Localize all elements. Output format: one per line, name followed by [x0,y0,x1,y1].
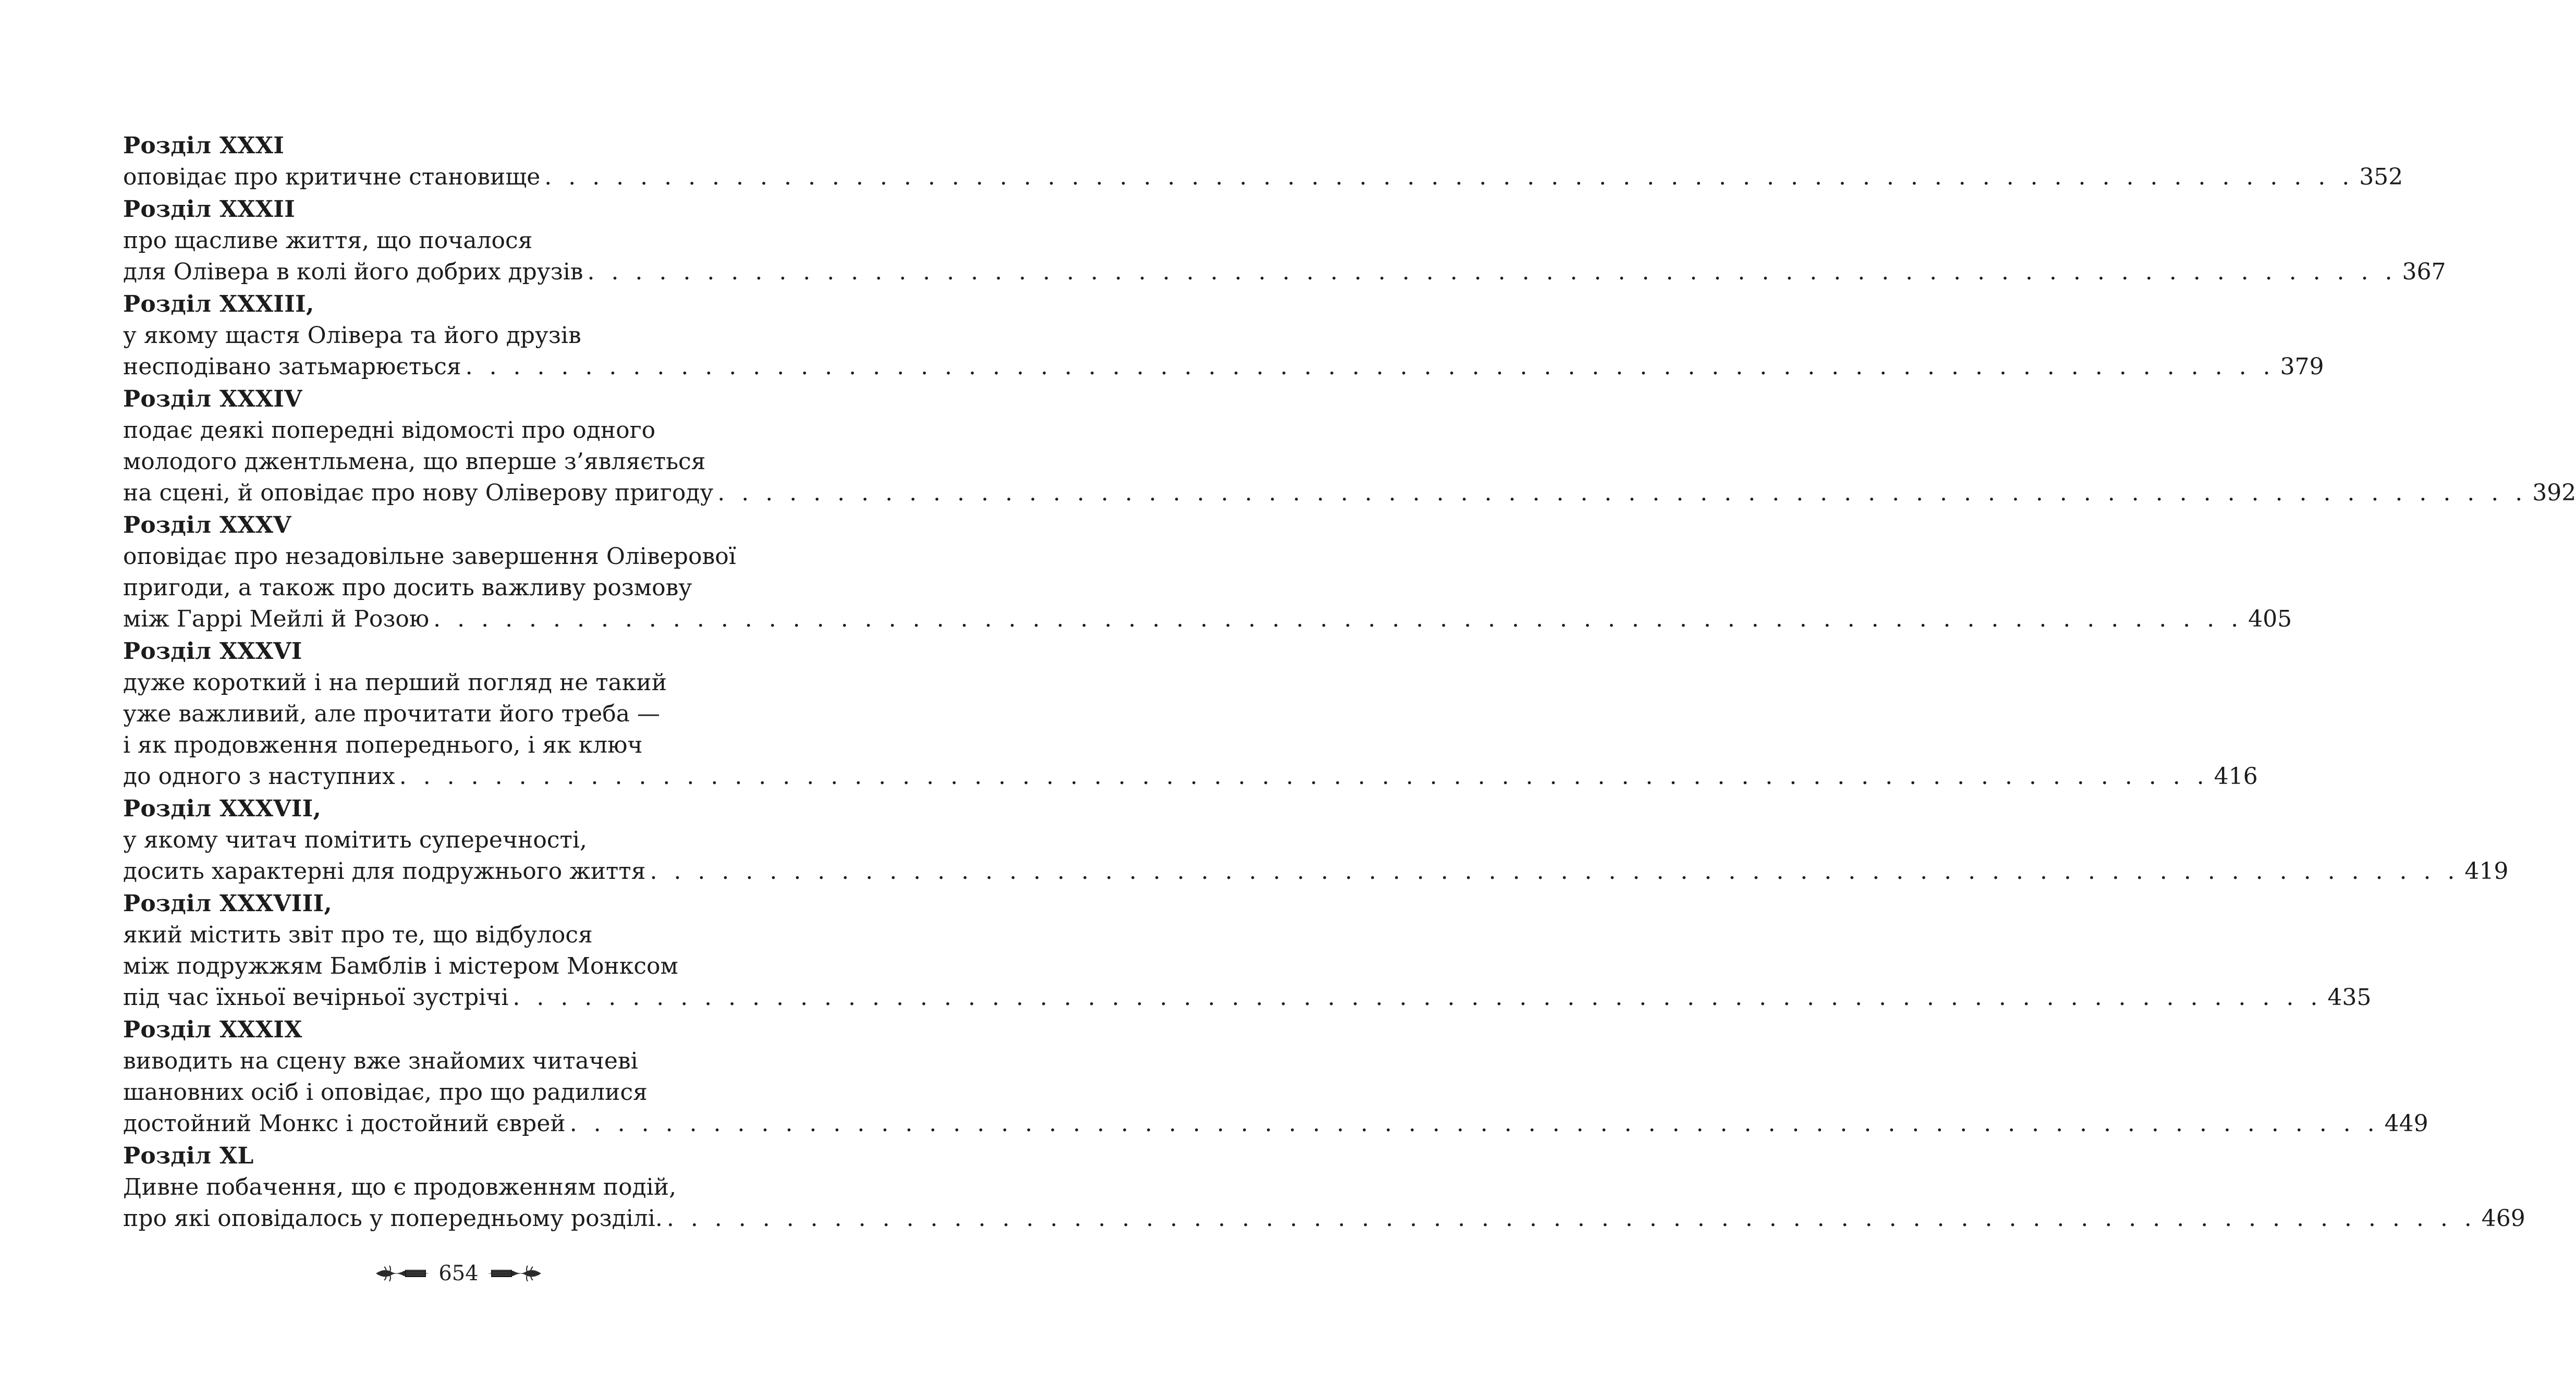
chapter-description-line: уже важливий, але прочитати його треба — [123,701,660,727]
chapter-description-last-line [123,1203,2525,1234]
chapter-description-line: Дивне побачення, що є продовженням подій, [123,1174,677,1200]
chapter-description-text: між Гаррі Мейлі й Розою [123,606,430,632]
page-reference: 416 [2214,763,2258,790]
chapter-description-line: молодого джентльмена, що вперше з’являється [123,448,706,475]
chapter-description-line: оповідає про незадовільне завершення Оліверової [123,543,736,570]
chapter-description-last-line [123,982,2372,1013]
right-ornament-icon [486,1265,543,1282]
dot-leader: . . . . . . . . . . . . . . . . . . . . . . . . . . . . . . . . . . . . . . . . . . . . . . . . . . . . . . . . . . . . . . . . . . . . . . . . . . . . [650,858,2460,885]
chapter-description-last-line [123,1108,2428,1139]
chapter-description-text: достойний Монкс і достойний єврей [123,1110,566,1137]
toc-entry [123,636,2258,792]
chapter-description-line: і як продовження попереднього, і як ключ [123,732,643,758]
chapter-description-line: виводить на сцену вже знайомих читачеві [123,1048,638,1074]
chapter-heading: Розділ XXXV [123,512,291,538]
chapter-description-line: пригоди, а також про досить важливу розмову [123,574,692,601]
page-reference: 449 [2384,1110,2428,1137]
chapter-description-line: у якому читач помітить суперечності, [123,827,587,853]
chapter-heading: Розділ XXXVII, [123,795,322,822]
page-reference: 435 [2327,984,2372,1011]
chapter-description-line: про щасливе життя, що почалося [123,227,533,254]
page-reference: 379 [2280,353,2324,380]
chapter-heading: Розділ XL [123,1143,254,1169]
dot-leader: . . . . . . . . . . . . . . . . . . . . . . . . . . . . . . . . . . . . . . . . . . . . . . . . . . . . . . . . . . . . . . . . . . . . . . . . . . . . [433,606,2243,632]
chapter-description-text: на сцені, й оповідає про нову Оліверову пригоду [123,480,714,506]
dot-leader: . . . . . . . . . . . . . . . . . . . . . . . . . . . . . . . . . . . . . . . . . . . . . . . . . . . . . . . . . . . . . . . . . . . . . . . . . . . . [399,763,2209,790]
page-number: 654 [438,1261,479,1285]
dot-leader: . . . . . . . . . . . . . . . . . . . . . . . . . . . . . . . . . . . . . . . . . . . . . . . . . . . . . . . . . . . . . . . . . . . . . . . . . . . . [717,480,2528,506]
table-of-contents [123,130,2576,1235]
chapter-heading: Розділ XXXIII, [123,291,314,317]
chapter-description-text: для Олівера в колі його добрих друзів [123,259,583,285]
chapter-description-line: шановних осіб і оповідає, про що радилися [123,1079,648,1106]
chapter-description-last-line [123,351,2324,383]
chapter-description-last-line [123,604,2292,635]
chapter-description-line: у якому щастя Олівера та його друзів [123,322,581,349]
chapter-description-text: досить характерні для подружнього життя [123,858,646,885]
chapter-heading: Розділ XXXIV [123,386,302,412]
chapter-description-text: несподівано затьмарюється [123,353,461,380]
page-reference: 352 [2359,164,2403,190]
toc-entry [123,289,2324,383]
chapter-description-last-line [123,856,2509,887]
dot-leader: . . . . . . . . . . . . . . . . . . . . . . . . . . . . . . . . . . . . . . . . . . . . . . . . . . . . . . . . . . . . . . . . . . . . . . . . . . . . [512,984,2323,1011]
chapter-heading: Розділ XXXII [123,196,296,223]
chapter-description-last-line [123,162,2403,193]
chapter-heading: Розділ XXXIX [123,1016,302,1043]
toc-entry [123,1014,2428,1139]
dot-leader: . . . . . . . . . . . . . . . . . . . . . . . . . . . . . . . . . . . . . . . . . . . . . . . . . . . . . . . . . . . . . . . . . . . . . . . . . . . . [465,353,2275,380]
page-reference: 405 [2248,606,2292,632]
dot-leader: . . . . . . . . . . . . . . . . . . . . . . . . . . . . . . . . . . . . . . . . . . . . . . . . . . . . . . . . . . . . . . . . . . . . . . . . . . . . [587,259,2397,285]
toc-entry [123,384,2576,509]
toc-entry [123,793,2509,887]
dot-leader: . . . . . . . . . . . . . . . . . . . . . . . . . . . . . . . . . . . . . . . . . . . . . . . . . . . . . . . . . . . . . . . . . . . . . . . . . . . . [569,1110,2379,1137]
chapter-description-line: дуже короткий і на перший погляд не такий [123,669,667,696]
chapter-heading: Розділ XXXVI [123,638,302,665]
left-ornament-icon [374,1265,431,1282]
page-reference: 469 [2481,1205,2525,1232]
chapter-description-text: про які оповідалось у попередньому розділі. [123,1205,663,1232]
chapter-description-last-line [123,477,2576,509]
chapter-description-last-line [123,256,2446,288]
chapter-description-last-line [123,761,2258,792]
dot-leader: . . . . . . . . . . . . . . . . . . . . . . . . . . . . . . . . . . . . . . . . . . . . . . . . . . . . . . . . . . . . . . . . . . . . . . . . . . . . [544,164,2354,190]
toc-entry [123,888,2372,1013]
toc-entry [123,1141,2525,1234]
page-reference: 419 [2464,858,2509,885]
chapter-heading: Розділ XXXVIII, [123,890,333,917]
dot-leader: . . . . . . . . . . . . . . . . . . . . . . . . . . . . . . . . . . . . . . . . . . . . . . . . . . . . . . . . . . . . . . . . . . . . . . . . . . . . [666,1205,2476,1232]
toc-entry [123,194,2446,288]
page-folio [0,1261,917,1285]
page-reference: 367 [2402,259,2446,285]
chapter-description-line: подає деякі попередні відомості про одного [123,417,656,444]
chapter-heading: Розділ XXXI [123,132,285,159]
page-reference: 392 [2532,480,2576,506]
chapter-description-line: між подружжям Бамблів і містером Монксом [123,953,678,979]
toc-entry [123,510,2292,635]
chapter-description-text: до одного з наступних [123,763,395,790]
chapter-description-text: оповідає про критичне становище [123,164,541,190]
chapter-description-text: під час їхньої вечірньої зустрічі [123,984,509,1011]
chapter-description-line: який містить звіт про те, що відбулося [123,922,593,948]
toc-entry [123,130,2403,193]
